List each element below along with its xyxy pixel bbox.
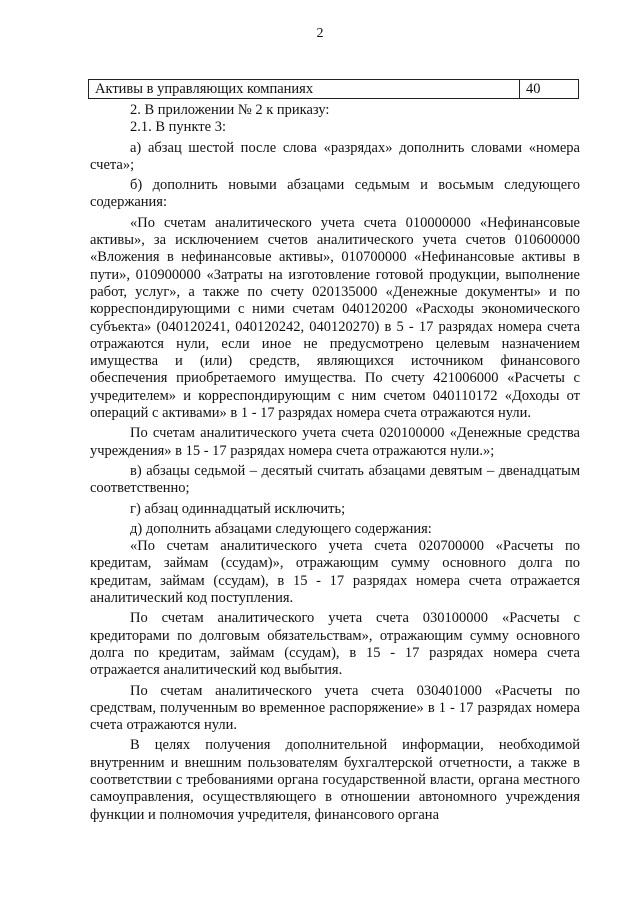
asset-name-cell: Активы в управляющих компаниях	[89, 80, 520, 99]
paragraph: в) абзацы седьмой – десятый считать абзацами девятым – двенадцатым соответственно;	[90, 462, 580, 497]
table-row	[89, 80, 579, 99]
asset-value-cell: 40	[520, 80, 579, 99]
paragraph: «По счетам аналитического учета счета 020700000 «Расчеты по кредитам, займам (ссудам)», отражающим сумму основного долга по кредитам, займам (ссудам), в 15 - 17 разрядах номера счета отражается аналитический код поступления.	[90, 538, 580, 607]
paragraph: б) дополнить новыми абзацами седьмым и восьмым следующего содержания:	[90, 177, 580, 211]
asset-table	[88, 79, 579, 99]
paragraph: В целях получения дополнительной информации, необходимой внутренним и внешним пользователям бухгалтерской отчетности, а также в соответствии с требованиями органа государственной власти, органа местного самоуправления, осуществляющего в отношении автономного учреждения функции и полномочия учредителя, финансового органа	[90, 737, 580, 823]
paragraph: а) абзац шестой после слова «разрядах» дополнить словами «номера счета»;	[90, 139, 580, 173]
page-number: 2	[316, 26, 324, 41]
paragraph: 2.1. В пункте 3:	[130, 119, 226, 136]
paragraph: По счетам аналитического учета счета 030100000 «Расчеты с кредиторами по долговым обязательствам», отражающим сумму основного долга по кредитам, займам (ссудам), в 15 - 17 разрядах номера счета отражается аналитический код выбытия.	[90, 610, 580, 679]
paragraph: По счетам аналитического учета счета 020100000 «Денежные средства учреждения» в 15 - 17 разрядах номера счета отражаются нули.»;	[90, 425, 580, 459]
document-body	[90, 102, 580, 824]
paragraph: 2. В приложении № 2 к приказу:	[130, 102, 330, 118]
paragraph: г) абзац одиннадцатый исключить;	[130, 500, 346, 517]
paragraph: «По счетам аналитического учета счета 010000000 «Нефинансовые активы», за исключением счетов аналитического учета счетов 010600000 «Вложения в нефинансовые активы», 010700000 «Нефинансовые активы в пути», 010900000 «Затраты на изготовление готовой продукции, выполнение работ, услуг», а также по счету 020135000 «Денежные документы» и по корреспондирующими с ними счетам 040120200 «Расходы экономического субъекта» (040120241, 040120242, 040120270) в 5 - 17 разрядах номера счета отражаются нули, если иное не предусмотрено целевым назначением имущества и (или) средств, являющихся источником финансового обеспечения приобретаемого имущества. По счету 421006000 «Расчеты с учредителем» и корреспондирующим с ним счетом 040110172 «Доходы от операций с активами» в 1 - 17 разрядах номера счета отражаются нули.	[90, 214, 580, 422]
paragraph: д) дополнить абзацами следующего содержания:	[130, 520, 432, 537]
paragraph: По счетам аналитического учета счета 030401000 «Расчеты по средствам, полученным во временное распоряжение» в 1 - 17 разрядах номера счета отражаются нули.	[90, 682, 580, 734]
